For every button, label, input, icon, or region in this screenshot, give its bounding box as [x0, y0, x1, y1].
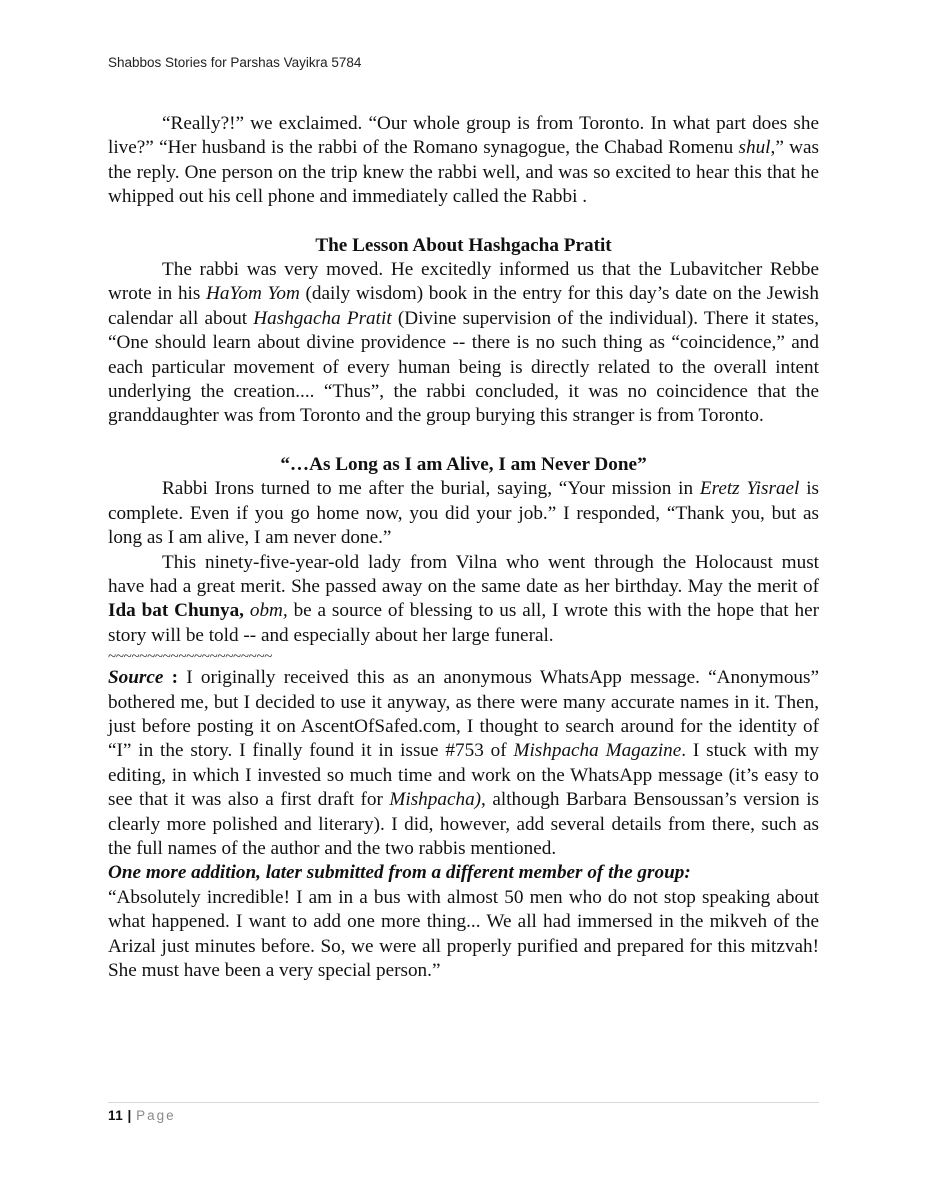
italic-term: HaYom Yom [206, 283, 300, 305]
text-run: I originally received this as an anonymous WhatsApp message. “Anonymous” bothered me, but I decided to use it anyway, as there were many accurate names in it. Then, just before posting it on AscentOfSafed.com, I thought to search around for the identity of “I” in the story. I finally found it in issue #753 of [108, 667, 819, 762]
page-label: Page [136, 1108, 176, 1123]
paragraph-vilna-lady [108, 551, 819, 649]
italic-term: Eretz Yisrael [699, 478, 800, 500]
italic-term: obm, [249, 600, 288, 622]
section-heading-lesson: The Lesson About Hashgacha Pratit [315, 234, 612, 256]
text-run: be a source of blessing to us all, I wrote this with the hope that her story will be told -- and especially about her large funeral. [108, 600, 820, 646]
source-label: Source [108, 667, 164, 689]
text-run: This ninety-five-year-old lady from Vilna who went through the Holocaust must have had a great merit. She passed away on the same date as her birthday. May the merit of [108, 551, 819, 597]
addition-label: One more addition, later submitted from a different member of the group: [108, 862, 691, 884]
italic-term: Mishpacha) [389, 789, 482, 811]
text-run: The rabbi was very moved. He excitedly informed us that the Lubavitcher Rebbe wrote in his [108, 259, 819, 305]
text-run: (Divine supervision of the individual). There it states, “One should learn about divine providence -- there is no such thing as “coincidence,” and each particular movement of every human being is directly related to the overall intent underlying the creation.... “Thus”, the rabbi concluded, it was no coincidence that the granddaughter was from Toronto and the group burying this stranger is from Toronto. [108, 307, 819, 427]
bold-name: Ida bat Chunya, [108, 600, 244, 622]
page-footer [108, 1108, 176, 1123]
text-run: “Really?!” we exclaimed. “Our whole group is from Toronto. In what part does she live?” “Her husband is the rabbi of the Romano synagogue, the Chabad Romenu [108, 113, 819, 159]
running-header: Shabbos Stories for Parshas Vayikra 5784 [108, 55, 362, 70]
text-run: is complete. Even if you go home now, you did your job.” I responded, “Thank you, but as long as I am alive, I am never done.” [108, 478, 819, 549]
italic-term: Hashgacha Pratit [253, 307, 392, 329]
paragraph-rabbi-irons [108, 477, 819, 550]
tilde-divider: ~~~~~~~~~~~~~~~~~~~~~ [108, 649, 273, 666]
page-number: 11 [108, 1108, 124, 1123]
addition-text: “Absolutely incredible! I am in a bus with almost 50 men who do not stop speaking about what happened. I want to add one more thing... We all had immersed in the mikveh of the Arizal just minutes before. So, we were all properly purified and prepared for this mitzvah! She must have been a very special person.” [108, 886, 819, 981]
source-note [108, 666, 819, 861]
text-run: , although Barbara Bensoussan’s version is clearly more polished and literary). I did, however, add several details from there, such as the full names of the author and the two rabbis mentioned. [108, 789, 819, 859]
paragraph-lesson [108, 258, 819, 429]
text-run: (daily wisdom) book in the entry for this day’s date on the Jewish calendar all about [108, 283, 819, 329]
section-heading-never-done: “…As Long as I am Alive, I am Never Done” [280, 453, 647, 475]
italic-term: Mishpacha Magazine [513, 740, 682, 762]
text-run: . I stuck with my editing, in which I invested so much time and work on the WhatsApp message (it’s easy to see that it was also a first draft for [108, 740, 819, 811]
text-run: Rabbi Irons turned to me after the burial, saying, “Your mission in [162, 478, 700, 500]
paragraph-really [108, 112, 819, 210]
footer-divider [108, 1102, 819, 1103]
source-colon: : [171, 667, 179, 689]
italic-term: shul [738, 137, 771, 159]
footer-separator: | [123, 1108, 137, 1123]
article-body [108, 112, 819, 983]
text-run: ,” was the reply. One person on the trip knew the rabbi well, and was so excited to hear this that he whipped out his cell phone and immediately called the Rabbi . [108, 137, 820, 208]
